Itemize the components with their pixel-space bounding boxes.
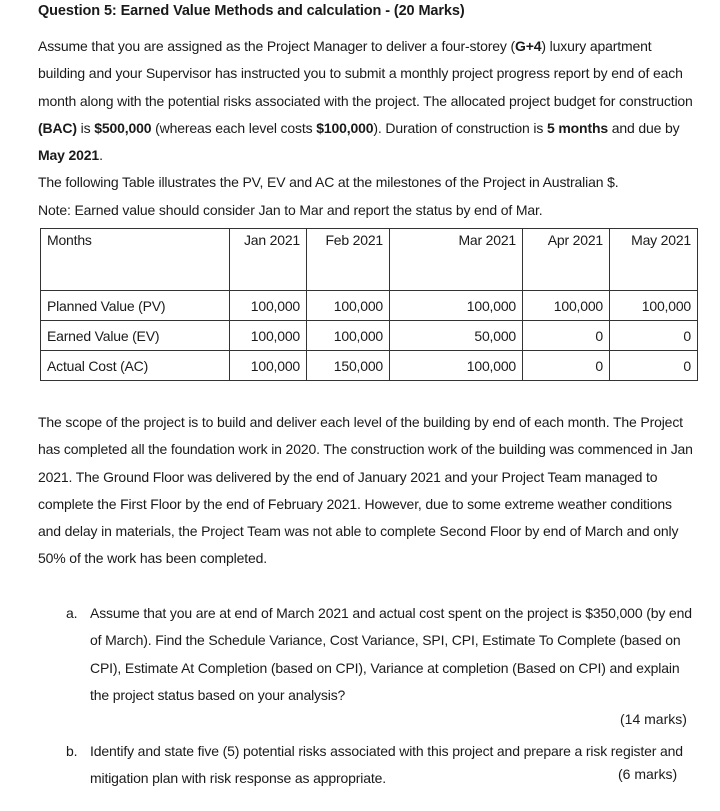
table-header-cell: Months (41, 229, 230, 291)
intro-bold-floors: G+4 (515, 38, 542, 54)
question-b-label: b. (66, 743, 78, 759)
intro-text-4: (whereas each level costs (151, 119, 317, 136)
table-cell: 150,000 (307, 351, 390, 381)
table-cell: 100,000 (307, 321, 390, 351)
table-cell: 0 (610, 351, 698, 381)
table-cell: 100,000 (230, 351, 307, 381)
table-cell: Earned Value (EV) (41, 321, 230, 351)
table-cell: 100,000 (390, 351, 523, 381)
question-b (66, 738, 686, 793)
table-cell: 100,000 (610, 291, 698, 321)
question-a-label: a. (66, 605, 78, 621)
table-header-cell: Apr 2021 (523, 229, 610, 291)
intro-table-description: The following Table illustrates the PV, EV and AC at the milestones of the Project in Australian $. (38, 174, 619, 191)
table-cell: 100,000 (390, 291, 523, 321)
intro-text-7: . (99, 147, 103, 164)
table-row (41, 321, 698, 351)
intro-bold-budget: $500,000 (94, 119, 152, 136)
table-cell: 0 (610, 321, 698, 351)
table-cell: 0 (523, 321, 610, 351)
intro-bold-bac: (BAC) (38, 119, 77, 136)
intro-note: Note: Earned value should consider Jan to Mar and report the status by end of Mar. (38, 201, 543, 218)
table-cell: 100,000 (307, 291, 390, 321)
table-cell: 50,000 (390, 321, 523, 351)
intro-paragraph (38, 33, 698, 224)
question-a-marks: (14 marks) (620, 711, 687, 727)
table-cell: Actual Cost (AC) (41, 351, 230, 381)
table-row (41, 291, 698, 321)
question-a-text: Assume that you are at end of March 2021 and actual cost spent on the project is $350,000 (by end of March). Find the Schedule Variance, Cost Variance, SPI, CPI, Estimate To Complete (based on CPI), Estimate At Completion (based on CPI), Variance at completion (Based on CPI) and explain the project status based on your analysis? (90, 605, 692, 703)
table-cell: Planned Value (PV) (41, 291, 230, 321)
intro-text-6: and due by (608, 119, 680, 136)
intro-text-2: ) luxury apartment building and your Supervisor has instructed you to submit a monthly project progress report by end of each month along with the potential risks associated with the project. The allocated project budget for construction (38, 38, 693, 109)
question-heading: Question 5: Earned Value Methods and calculation - (20 Marks) (38, 3, 465, 19)
table-header-cell: Mar 2021 (390, 229, 523, 291)
intro-text-3: is (76, 119, 95, 136)
table-cell: 100,000 (230, 321, 307, 351)
table-header-cell: Feb 2021 (307, 229, 390, 291)
table-header-row (41, 229, 698, 291)
question-a (66, 600, 696, 709)
table-cell: 0 (523, 351, 610, 381)
earned-value-table (40, 228, 698, 381)
table-cell: 100,000 (523, 291, 610, 321)
question-b-marks: (6 marks) (618, 766, 678, 782)
table-header-cell: Jan 2021 (230, 229, 307, 291)
intro-bold-duration: 5 months (546, 119, 608, 136)
intro-text-5: ). Duration of construction is (373, 119, 547, 136)
scope-paragraph: The scope of the project is to build and deliver each level of the building by end of each month. The Project has completed all the foundation work in 2020. The construction work of the building was commenced in Jan 2021. The Ground Floor was delivered by the end of January 2021 and your Project Team managed to complete the First Floor by the end of February 2021. However, due to some extreme weather conditions and delay in materials, the Project Team was not able to complete Second Floor by end of March and only 50% of the work has been completed. (38, 414, 693, 567)
table-header-cell: May 2021 (610, 229, 698, 291)
table-cell: 100,000 (230, 291, 307, 321)
intro-bold-level-cost: $100,000 (316, 119, 374, 136)
intro-bold-due-date: May 2021 (38, 147, 100, 164)
question-b-text: Identify and state five (5) potential risks associated with this project and prepare a risk register and mitigation plan with risk response as appropriate. (90, 743, 683, 787)
table-row (41, 351, 698, 381)
intro-text-1: Assume that you are assigned as the Project Manager to deliver a four-storey ( (38, 38, 515, 54)
